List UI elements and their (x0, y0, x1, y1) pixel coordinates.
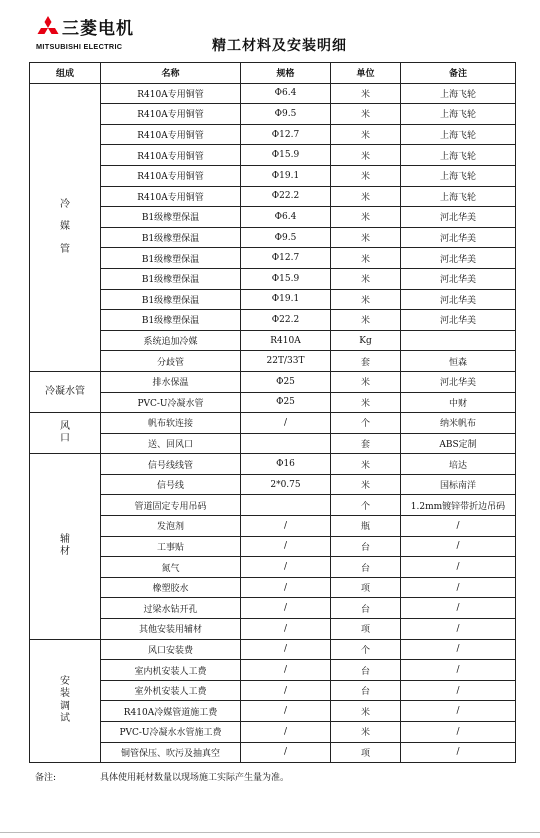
item-name: 管道固定专用吊码 (101, 495, 241, 516)
item-unit: 台 (331, 660, 401, 681)
group-label-char: 冷 (60, 198, 70, 210)
item-spec: Φ25 (241, 392, 331, 413)
item-spec: / (241, 516, 331, 537)
item-remark: 河北华美 (401, 227, 516, 248)
table-row (30, 413, 516, 434)
group-label (30, 83, 101, 371)
item-remark: 上海飞轮 (401, 124, 516, 145)
item-unit: 项 (331, 742, 401, 763)
item-spec: Φ22.2 (241, 310, 331, 331)
item-unit: 米 (331, 165, 401, 186)
group-label (30, 639, 101, 763)
item-unit: 米 (331, 289, 401, 310)
table-row (30, 495, 516, 516)
footnote-label: 备注: (35, 773, 57, 783)
footnote-text: 具体使用耗材数量以现场施工实际产生量为准。 (100, 773, 290, 783)
item-unit: 套 (331, 351, 401, 372)
item-remark: / (401, 680, 516, 701)
item-name: 室内机安装人工费 (101, 660, 241, 681)
table-row (30, 371, 516, 392)
group-label (30, 413, 101, 454)
item-unit: 个 (331, 495, 401, 516)
table-row (30, 289, 516, 310)
table-row (30, 165, 516, 186)
item-remark: / (401, 536, 516, 557)
table-row (30, 454, 516, 475)
table-row (30, 392, 516, 413)
item-spec (241, 495, 331, 516)
item-unit: 台 (331, 557, 401, 578)
table-row (30, 722, 516, 743)
item-unit: 米 (331, 474, 401, 495)
item-spec: Φ22.2 (241, 186, 331, 207)
item-name: 铜管保压、吹污及抽真空 (101, 742, 241, 763)
item-name: R410A专用铜管 (101, 83, 241, 104)
item-name: R410A专用铜管 (101, 145, 241, 166)
item-unit: 瓶 (331, 516, 401, 537)
item-remark: 河北华美 (401, 248, 516, 269)
item-name: 其他安装用辅材 (101, 619, 241, 640)
item-remark: / (401, 701, 516, 722)
item-spec: / (241, 639, 331, 660)
group-label (30, 454, 101, 639)
header-remark: 备注 (401, 63, 516, 84)
group-label-char: 调 (60, 700, 70, 712)
three-diamonds-icon (36, 16, 60, 40)
item-spec: / (241, 598, 331, 619)
item-unit: 个 (331, 413, 401, 434)
table-row (30, 104, 516, 125)
item-spec: Φ25 (241, 371, 331, 392)
table-row (30, 577, 516, 598)
item-remark: 河北华美 (401, 289, 516, 310)
item-name: 氮气 (101, 557, 241, 578)
item-spec: R410A (241, 330, 331, 351)
item-spec: Φ6.4 (241, 207, 331, 228)
footnote (35, 770, 289, 783)
group-label-char: 装 (60, 688, 70, 700)
item-unit: 米 (331, 701, 401, 722)
item-spec: / (241, 701, 331, 722)
item-name: B1级橡塑保温 (101, 268, 241, 289)
item-unit: 米 (331, 248, 401, 269)
item-remark: / (401, 516, 516, 537)
item-remark (401, 330, 516, 351)
item-remark: 河北华美 (401, 207, 516, 228)
item-name: 送、回风口 (101, 433, 241, 454)
item-spec: Φ6.4 (241, 83, 331, 104)
table-row (30, 124, 516, 145)
item-remark: / (401, 660, 516, 681)
item-unit: 台 (331, 680, 401, 701)
item-remark: / (401, 742, 516, 763)
item-remark: 上海飞轮 (401, 145, 516, 166)
table-row (30, 330, 516, 351)
item-spec: Φ15.9 (241, 268, 331, 289)
table-row (30, 598, 516, 619)
item-name: B1级橡塑保温 (101, 289, 241, 310)
item-remark: / (401, 598, 516, 619)
header-spec: 规格 (241, 63, 331, 84)
table-row (30, 701, 516, 722)
item-name: B1级橡塑保温 (101, 207, 241, 228)
table-row (30, 639, 516, 660)
item-unit: 米 (331, 104, 401, 125)
item-spec: / (241, 742, 331, 763)
item-remark: 中财 (401, 392, 516, 413)
table-row (30, 310, 516, 331)
table-row (30, 742, 516, 763)
item-remark: 河北华美 (401, 310, 516, 331)
item-spec: / (241, 722, 331, 743)
group-label-char: 风 (60, 420, 70, 432)
item-spec: Φ9.5 (241, 227, 331, 248)
item-remark: / (401, 577, 516, 598)
table-row (30, 83, 516, 104)
table-header-row (30, 63, 516, 84)
item-unit: 个 (331, 639, 401, 660)
item-remark: 1.2mm镀锌带折边吊码 (401, 495, 516, 516)
item-name: 室外机安装人工费 (101, 680, 241, 701)
item-remark: 恒森 (401, 351, 516, 372)
item-name: 工事贴 (101, 536, 241, 557)
item-spec: / (241, 660, 331, 681)
group-label-char: 试 (60, 713, 70, 725)
group-label (30, 371, 101, 412)
item-name: 系统追加冷媒 (101, 330, 241, 351)
item-unit: 台 (331, 598, 401, 619)
item-name: B1级橡塑保温 (101, 310, 241, 331)
item-name: 分歧管 (101, 351, 241, 372)
item-spec: 22T/33T (241, 351, 331, 372)
group-label-char: 口 (60, 433, 70, 445)
item-name: B1级橡塑保温 (101, 227, 241, 248)
page-header (0, 0, 540, 62)
table-row (30, 474, 516, 495)
item-unit: 米 (331, 268, 401, 289)
item-remark: 上海飞轮 (401, 165, 516, 186)
item-name: PVC-U冷凝水水管施工费 (101, 722, 241, 743)
table-row (30, 660, 516, 681)
item-name: 排水保温 (101, 371, 241, 392)
item-spec: / (241, 536, 331, 557)
table-row (30, 268, 516, 289)
item-name: 过梁水钻开孔 (101, 598, 241, 619)
item-remark: 纳米帆布 (401, 413, 516, 434)
item-remark: 国标南洋 (401, 474, 516, 495)
table-row (30, 619, 516, 640)
group-label-char: 冷凝水管 (45, 385, 85, 397)
item-name: 发泡剂 (101, 516, 241, 537)
item-unit: Kg (331, 330, 401, 351)
group-label-char: 材 (60, 546, 70, 558)
item-unit: 米 (331, 310, 401, 331)
item-name: R410A专用铜管 (101, 124, 241, 145)
group-label-char: 辅 (60, 533, 70, 545)
item-name: R410A专用铜管 (101, 186, 241, 207)
item-unit: 米 (331, 454, 401, 475)
table-row (30, 227, 516, 248)
item-remark: 上海飞轮 (401, 104, 516, 125)
item-remark: / (401, 722, 516, 743)
group-label-char: 媒 (60, 221, 70, 232)
header-name: 名称 (101, 63, 241, 84)
mitsubishi-logo (36, 16, 146, 56)
item-name: 帆布软连接 (101, 413, 241, 434)
item-remark: 河北华美 (401, 371, 516, 392)
group-label-char: 管 (60, 243, 70, 255)
item-spec: Φ19.1 (241, 289, 331, 310)
table-row (30, 516, 516, 537)
item-unit: 项 (331, 577, 401, 598)
item-unit: 项 (331, 619, 401, 640)
item-spec: / (241, 619, 331, 640)
item-unit: 台 (331, 536, 401, 557)
table-row (30, 536, 516, 557)
item-unit: 米 (331, 124, 401, 145)
item-remark: 上海飞轮 (401, 83, 516, 104)
item-unit: 米 (331, 145, 401, 166)
item-remark: / (401, 557, 516, 578)
item-unit: 米 (331, 371, 401, 392)
item-spec: / (241, 413, 331, 434)
header-unit: 单位 (331, 63, 401, 84)
bottom-divider (0, 832, 540, 833)
item-name: 橡塑胶水 (101, 577, 241, 598)
item-name: B1级橡塑保温 (101, 248, 241, 269)
item-unit: 米 (331, 722, 401, 743)
table-row (30, 145, 516, 166)
item-unit: 米 (331, 83, 401, 104)
item-spec: Φ15.9 (241, 145, 331, 166)
group-label-char: 安 (60, 675, 70, 687)
item-spec: / (241, 680, 331, 701)
item-remark: / (401, 619, 516, 640)
item-remark: 培达 (401, 454, 516, 475)
table-row (30, 186, 516, 207)
item-remark: 上海飞轮 (401, 186, 516, 207)
item-name: R410A冷媒管道施工费 (101, 701, 241, 722)
item-name: 信号线 (101, 474, 241, 495)
item-unit: 米 (331, 392, 401, 413)
table-row (30, 433, 516, 454)
item-spec: / (241, 577, 331, 598)
item-spec: / (241, 557, 331, 578)
table-row (30, 557, 516, 578)
table-row (30, 680, 516, 701)
item-spec: Φ16 (241, 454, 331, 475)
item-remark: / (401, 639, 516, 660)
item-remark: ABS定制 (401, 433, 516, 454)
item-name: R410A专用铜管 (101, 104, 241, 125)
item-unit: 套 (331, 433, 401, 454)
item-spec: Φ9.5 (241, 104, 331, 125)
materials-table (29, 62, 516, 763)
item-spec (241, 433, 331, 454)
item-name: 信号线线管 (101, 454, 241, 475)
item-unit: 米 (331, 207, 401, 228)
item-spec: Φ12.7 (241, 124, 331, 145)
item-spec: Φ19.1 (241, 165, 331, 186)
table-row (30, 351, 516, 372)
item-name: R410A专用铜管 (101, 165, 241, 186)
table-row (30, 248, 516, 269)
page-title: 精工材料及安装明细 (212, 38, 347, 54)
item-spec: Φ12.7 (241, 248, 331, 269)
item-spec: 2*0.75 (241, 474, 331, 495)
logo-chinese-text: 三菱电机 (62, 19, 134, 39)
item-name: 风口安装费 (101, 639, 241, 660)
table-row (30, 207, 516, 228)
item-unit: 米 (331, 227, 401, 248)
item-unit: 米 (331, 186, 401, 207)
item-name: PVC-U冷凝水管 (101, 392, 241, 413)
item-remark: 河北华美 (401, 268, 516, 289)
logo-english-text: MITSUBISHI ELECTRIC (36, 42, 123, 51)
header-group: 组成 (30, 63, 101, 84)
